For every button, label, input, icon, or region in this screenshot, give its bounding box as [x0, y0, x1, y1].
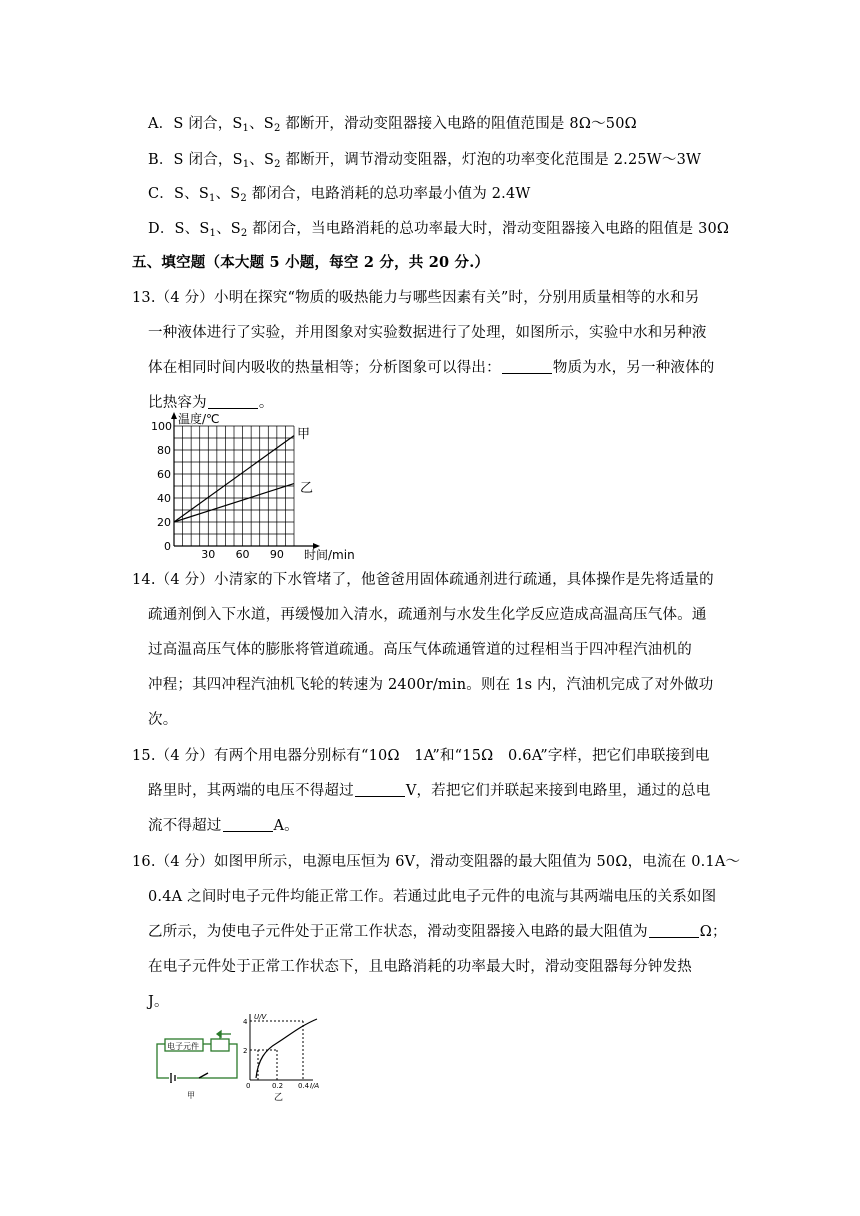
- q13-line-2: 一种液体进行了实验，并用图象对实验数据进行了处理，如图所示，实验中水和另种液: [148, 325, 707, 341]
- q13-temperature-graph: [140, 412, 380, 562]
- y-tick-label: 100: [151, 420, 172, 433]
- x-axis-label: 时间/min: [304, 548, 355, 562]
- q16-circuit-figure: [155, 1010, 335, 1105]
- y-tick-label: 40: [157, 492, 171, 505]
- y-tick-label: 0: [164, 540, 171, 553]
- x-tick-label: 90: [269, 548, 284, 561]
- graph-grid: [174, 426, 294, 546]
- q15-line-1: 15.（4 分）有两个用电器分别标有“10Ω 1A”和“15Ω 0.6A”字样，把它们串联接到电: [132, 748, 710, 764]
- series-label-yi: 乙: [300, 481, 314, 496]
- iu-ytick-4: 4: [243, 1018, 248, 1026]
- q14-line-4: 冲程；其四冲程汽油机飞轮的转速为 2400r/min。则在 1s 内，汽油机完成了对外做功: [148, 677, 714, 693]
- q16-line-2: 0.4A 之间时电子元件均能正常工作。若通过此电子元件的电流与其两端电压的关系如图: [148, 889, 717, 905]
- section-title: 五、填空题（本大题 5 小题，每空 2 分，共 20 分.）: [132, 254, 490, 271]
- x-tick-label: 60: [235, 548, 250, 561]
- y-tick-label: 60: [157, 468, 171, 481]
- iu-xtick-0: 0: [246, 1082, 251, 1090]
- q15-line-3: 流不得超过 A。: [148, 818, 299, 834]
- iu-curve: [256, 1019, 317, 1078]
- iu-graph-axes: [250, 1014, 313, 1080]
- option-b: B．S 闭合，$S_1$、$S_2$ 都断开，调节滑动变阻器，灯泡的功率变化范围是 2.25W～3W: [148, 152, 702, 170]
- y-axis-label: 温度/℃: [178, 412, 220, 426]
- option-c: C．S、$S_1$、$S_2$ 都闭合，电路消耗的总功率最小值为 2.4W: [148, 186, 531, 204]
- q13-line-3: 体在相同时间内吸收的热量相等；分析图象可以得出： 物质为水，另一种液体的: [148, 360, 715, 376]
- x-tick-label: 30: [201, 548, 216, 561]
- series-label-jia: 甲: [297, 427, 311, 442]
- q14-line-5: 次。: [148, 712, 178, 728]
- q16-line-5: J。: [148, 994, 169, 1010]
- iu-x-label: I/A: [310, 1082, 320, 1090]
- q13-line-1: 13.（4 分）小明在探究“物质的吸热能力与哪些因素有关”时，分别用质量相等的水和另: [132, 290, 700, 306]
- q16-line-4: 在电子元件处于正常工作状态下，且电路消耗的功率最大时，滑动变阻器每分钟发热: [148, 959, 692, 975]
- q14-line-3: 过高温高压气体的膨胀将管道疏通。高压气体疏通管道的过程相当于四冲程汽油机的: [148, 642, 692, 658]
- q15-line-2: 路里时，其两端的电压不得超过 V，若把它们并联起来接到电路里，通过的总电: [148, 783, 711, 799]
- iu-ytick-2: 2: [243, 1047, 248, 1055]
- y-tick-label: 80: [157, 444, 171, 457]
- q16-line-1: 16.（4 分）如图甲所示，电源电压恒为 6V，滑动变阻器的最大阻值为 50Ω，电流在 0.1A～: [132, 854, 741, 870]
- q13-line-4: 比热容为 。: [148, 395, 274, 411]
- y-tick-label: 20: [157, 516, 171, 529]
- option-a: A．S 闭合，$S_1$、$S_2$ 都断开，滑动变阻器接入电路的阻值范围是 8Ω～50Ω: [148, 116, 637, 134]
- component-label: 电子元件: [167, 1042, 199, 1051]
- iu-xtick-04: 0.4: [298, 1082, 310, 1090]
- iu-xtick-02: 0.2: [272, 1082, 284, 1090]
- option-d: D．S、$S_1$、$S_2$ 都闭合，当电路消耗的总功率最大时，滑动变阻器接入电路的阻值是 30Ω: [148, 221, 730, 239]
- q16-line-3: 乙所示，为使电子元件处于正常工作状态，滑动变阻器接入电路的最大阻值为 Ω；: [148, 924, 727, 940]
- q14-line-1: 14.（4 分）小清家的下水管堵了，他爸爸用固体疏通剂进行疏通，具体操作是先将适量的: [132, 572, 714, 588]
- iu-y-label: U/V: [254, 1013, 267, 1021]
- q14-line-2: 疏通剂倒入下水道，再缓慢加入清水，疏通剂与水发生化学反应造成高温高压气体。通: [148, 607, 707, 623]
- y-ticks: [151, 420, 172, 553]
- figure-label-yi: 乙: [274, 1093, 284, 1103]
- figure-label-jia: 甲: [187, 1091, 195, 1100]
- x-ticks: [201, 548, 284, 561]
